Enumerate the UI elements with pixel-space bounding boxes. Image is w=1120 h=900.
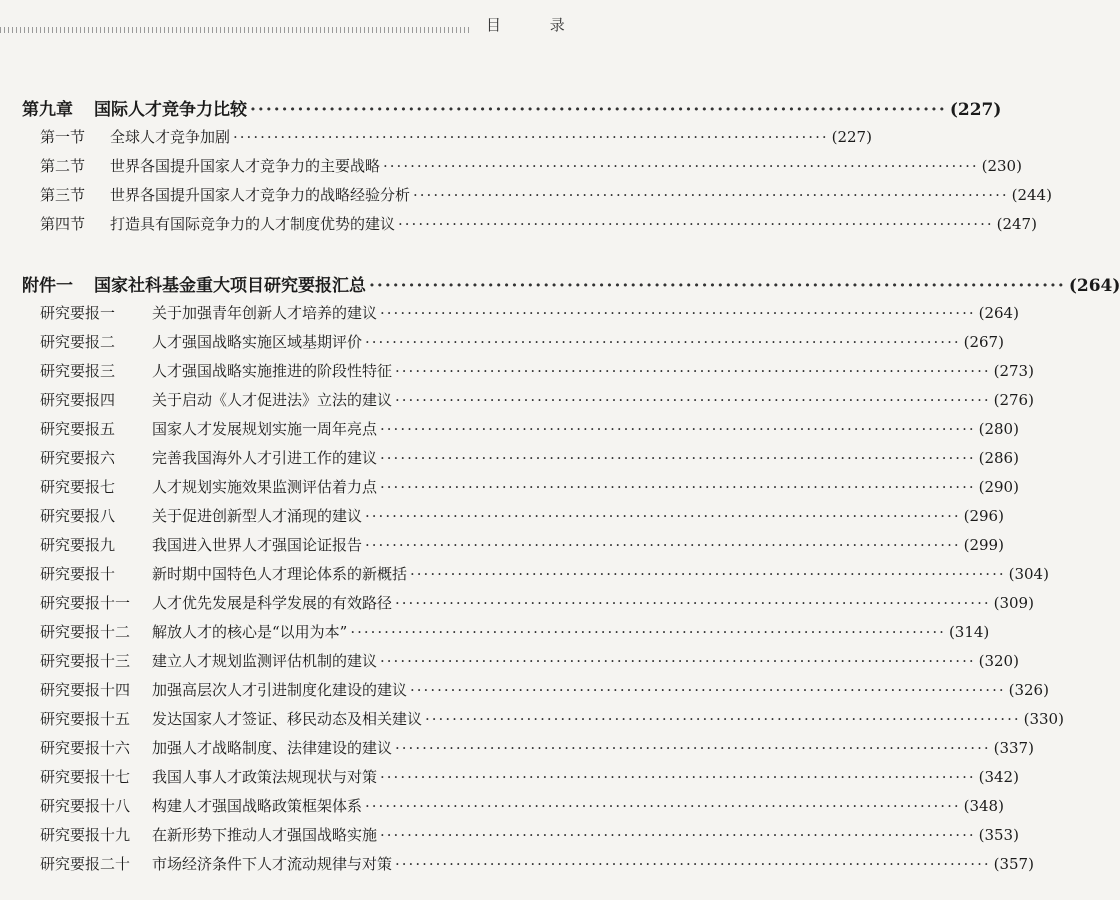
report-title: 新时期中国特色人才理论体系的新概括 bbox=[152, 565, 408, 583]
dot-leader: ························································································ bbox=[410, 681, 1006, 699]
chapter-page: (227) bbox=[949, 100, 1002, 120]
report-page: (342) bbox=[978, 768, 1019, 786]
dot-leader: ························································································ bbox=[233, 128, 829, 146]
appendix-title: 国家社科基金重大项目研究要报汇总 bbox=[94, 276, 366, 296]
report-title: 加强人才战略制度、法律建设的建议 bbox=[152, 739, 393, 757]
report-title: 加强高层次人才引进制度化建设的建议 bbox=[152, 681, 408, 699]
report-label: 研究要报十二 bbox=[40, 623, 131, 641]
report-label: 研究要报十四 bbox=[40, 681, 131, 699]
report-label: 研究要报三 bbox=[40, 362, 116, 380]
section-label: 第三节 bbox=[40, 186, 86, 204]
toc-report-3 bbox=[40, 360, 1034, 381]
report-label: 研究要报十三 bbox=[40, 652, 131, 670]
report-page: (304) bbox=[1008, 565, 1049, 583]
dot-leader: ························································································ bbox=[425, 710, 1021, 728]
report-page: (276) bbox=[993, 391, 1034, 409]
toc-report-10 bbox=[40, 563, 1049, 584]
dot-leader: ························································································ bbox=[365, 797, 961, 815]
dot-leader: ························································································ bbox=[380, 478, 976, 496]
toc-chapter-9 bbox=[22, 95, 1002, 120]
section-label: 第二节 bbox=[40, 157, 86, 175]
report-title: 国家人才发展规划实施一周年亮点 bbox=[152, 420, 378, 438]
header-dotted-rule bbox=[0, 27, 470, 33]
toc-report-5 bbox=[40, 418, 1019, 439]
report-page: (348) bbox=[963, 797, 1004, 815]
report-page: (337) bbox=[993, 739, 1034, 757]
report-page: (280) bbox=[978, 420, 1019, 438]
dot-leader: ························································································ bbox=[395, 594, 991, 612]
report-title: 市场经济条件下人才流动规律与对策 bbox=[152, 855, 393, 873]
report-page: (326) bbox=[1008, 681, 1049, 699]
dot-leader: ························································································ bbox=[250, 100, 947, 120]
report-label: 研究要报五 bbox=[40, 420, 116, 438]
report-label: 研究要报十 bbox=[40, 565, 116, 583]
report-title: 完善我国海外人才引进工作的建议 bbox=[152, 449, 378, 467]
report-title: 构建人才强国战略政策框架体系 bbox=[152, 797, 363, 815]
report-title: 我国进入世界人才强国论证报告 bbox=[152, 536, 363, 554]
appendix-page: (264) bbox=[1068, 276, 1120, 296]
report-page: (314) bbox=[948, 623, 990, 641]
report-label: 研究要报七 bbox=[40, 478, 116, 496]
dot-leader: ························································································ bbox=[380, 652, 976, 670]
section-title: 世界各国提升国家人才竞争力的战略经验分析 bbox=[110, 186, 411, 204]
toc-report-7 bbox=[40, 476, 1019, 497]
toc-report-16 bbox=[40, 737, 1034, 758]
toc-report-2 bbox=[40, 331, 1004, 352]
toc-report-18 bbox=[40, 795, 1004, 816]
toc-report-1 bbox=[40, 302, 1019, 323]
header-title: 目 录 bbox=[486, 16, 587, 34]
report-page: (330) bbox=[1023, 710, 1064, 728]
report-title: 在新形势下推动人才强国战略实施 bbox=[152, 826, 378, 844]
dot-leader: ························································································ bbox=[395, 362, 991, 380]
toc-report-6 bbox=[40, 447, 1019, 468]
dot-leader: ························································································ bbox=[365, 507, 961, 525]
toc-report-12 bbox=[40, 621, 990, 642]
toc-report-4 bbox=[40, 389, 1034, 410]
toc-section-2 bbox=[40, 155, 1022, 176]
report-title: 建立人才规划监测评估机制的建议 bbox=[152, 652, 378, 670]
report-title: 发达国家人才签证、移民动态及相关建议 bbox=[152, 710, 423, 728]
dot-leader: ························································································ bbox=[365, 333, 961, 351]
toc-report-20 bbox=[40, 853, 1034, 874]
toc-section-3 bbox=[40, 184, 1052, 205]
dot-leader: ························································································ bbox=[380, 768, 976, 786]
section-page: (244) bbox=[1011, 186, 1052, 204]
chapter-label: 第九章 bbox=[22, 100, 73, 120]
toc-report-13 bbox=[40, 650, 1019, 671]
report-title: 人才规划实施效果监测评估着力点 bbox=[152, 478, 378, 496]
section-label: 第一节 bbox=[40, 128, 86, 146]
report-label: 研究要报九 bbox=[40, 536, 116, 554]
report-label: 研究要报十八 bbox=[40, 797, 131, 815]
report-title: 关于启动《人才促进法》立法的建议 bbox=[152, 391, 393, 409]
report-title: 关于加强青年创新人才培养的建议 bbox=[152, 304, 378, 322]
report-page: (296) bbox=[963, 507, 1004, 525]
toc-appendix-1 bbox=[22, 271, 1120, 296]
dot-leader: ························································································ bbox=[398, 215, 994, 233]
dot-leader: ························································································ bbox=[395, 391, 991, 409]
report-label: 研究要报六 bbox=[40, 449, 116, 467]
report-title: 人才强国战略实施推进的阶段性特征 bbox=[152, 362, 393, 380]
section-title: 全球人才竞争加剧 bbox=[110, 128, 231, 146]
dot-leader: ························································································ bbox=[395, 855, 991, 873]
section-title: 世界各国提升国家人才竞争力的主要战略 bbox=[110, 157, 381, 175]
section-title: 打造具有国际竞争力的人才制度优势的建议 bbox=[110, 215, 396, 233]
toc-report-17 bbox=[40, 766, 1019, 787]
report-title: 人才优先发展是科学发展的有效路径 bbox=[152, 594, 393, 612]
section-label: 第四节 bbox=[40, 215, 86, 233]
page-header bbox=[0, 0, 600, 40]
report-title: 我国人事人才政策法规现状与对策 bbox=[152, 768, 378, 786]
dot-leader: ························································································ bbox=[413, 186, 1009, 204]
section-page: (230) bbox=[981, 157, 1022, 175]
dot-leader: ························································································ bbox=[365, 536, 961, 554]
toc-section-1 bbox=[40, 126, 872, 147]
dot-leader: ························································································ bbox=[410, 565, 1006, 583]
report-page: (264) bbox=[978, 304, 1019, 322]
report-label: 研究要报十七 bbox=[40, 768, 131, 786]
report-label: 研究要报四 bbox=[40, 391, 116, 409]
report-page: (299) bbox=[963, 536, 1004, 554]
toc-report-9 bbox=[40, 534, 1004, 555]
dot-leader: ························································································ bbox=[395, 739, 991, 757]
appendix-label: 附件一 bbox=[22, 276, 73, 296]
dot-leader: ························································································ bbox=[380, 304, 976, 322]
report-page: (273) bbox=[993, 362, 1034, 380]
report-label: 研究要报二十 bbox=[40, 855, 131, 873]
report-title: 解放人才的核心是“以用为本” bbox=[152, 623, 348, 641]
report-page: (290) bbox=[978, 478, 1019, 496]
section-page: (247) bbox=[996, 215, 1037, 233]
report-label: 研究要报八 bbox=[40, 507, 116, 525]
toc-report-14 bbox=[40, 679, 1049, 700]
report-page: (353) bbox=[978, 826, 1019, 844]
dot-leader: ························································································ bbox=[380, 449, 976, 467]
report-label: 研究要报十六 bbox=[40, 739, 131, 757]
dot-leader: ························································································ bbox=[369, 276, 1066, 296]
report-page: (320) bbox=[978, 652, 1019, 670]
report-page: (286) bbox=[978, 449, 1019, 467]
dot-leader: ························································································ bbox=[350, 623, 946, 641]
report-label: 研究要报十五 bbox=[40, 710, 131, 728]
report-label: 研究要报一 bbox=[40, 304, 116, 322]
report-label: 研究要报二 bbox=[40, 333, 116, 351]
section-page: (227) bbox=[831, 128, 872, 146]
report-label: 研究要报十一 bbox=[40, 594, 131, 612]
chapter-title: 国际人才竞争力比较 bbox=[94, 100, 247, 120]
toc-report-15 bbox=[40, 708, 1064, 729]
toc-section-4 bbox=[40, 213, 1037, 234]
dot-leader: ························································································ bbox=[380, 826, 976, 844]
report-page: (309) bbox=[993, 594, 1034, 612]
toc-report-11 bbox=[40, 592, 1034, 613]
report-label: 研究要报十九 bbox=[40, 826, 131, 844]
report-page: (267) bbox=[963, 333, 1004, 351]
dot-leader: ························································································ bbox=[383, 157, 979, 175]
report-page: (357) bbox=[993, 855, 1034, 873]
report-title: 人才强国战略实施区域基期评价 bbox=[152, 333, 363, 351]
toc-report-8 bbox=[40, 505, 1004, 526]
report-title: 关于促进创新型人才涌现的建议 bbox=[152, 507, 363, 525]
toc-report-19 bbox=[40, 824, 1019, 845]
dot-leader: ························································································ bbox=[380, 420, 976, 438]
